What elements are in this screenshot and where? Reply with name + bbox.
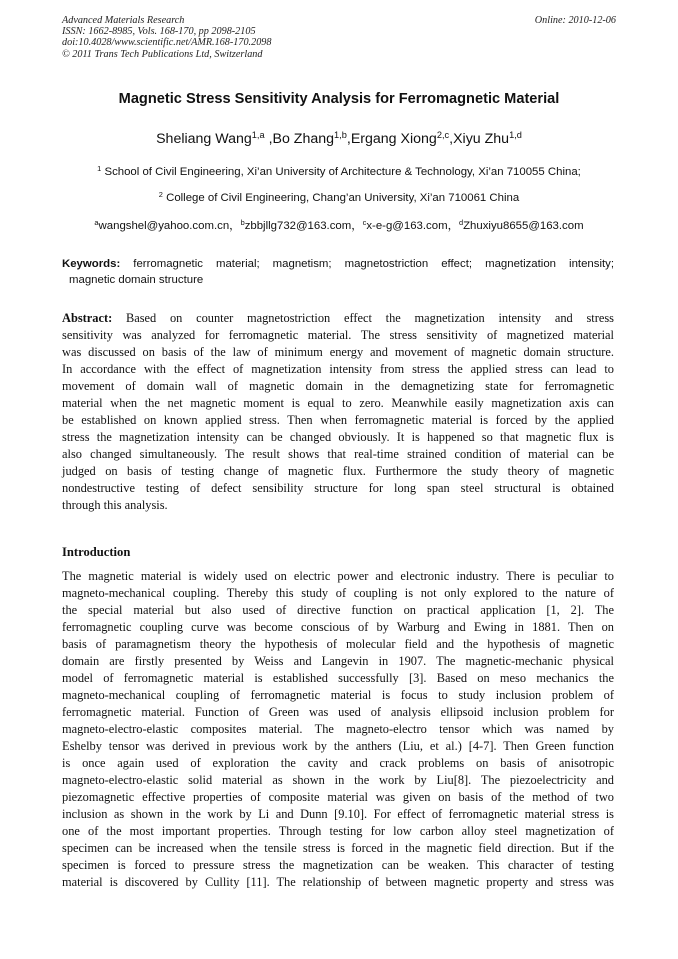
abstract-line: sensitivity was analyzed for ferromagnetic material. The stress sensitivity of magnetized material xyxy=(62,328,614,342)
abstract-line: be established on known applied stress. Then when ferromagnetic material is forced by the applied xyxy=(62,413,614,427)
copyright-line: © 2011 Trans Tech Publications Ltd, Switzerland xyxy=(62,48,263,60)
abstract-line: nondestructive testing of defect sensibility structure for long span steel structural is obtained xyxy=(62,481,614,495)
introduction-line: magneto-mechanical coupling. Thereby this study of coupling is not only explored to the nature of xyxy=(62,586,614,600)
email-link[interactable]: zbbjllg732@163.com xyxy=(244,220,352,232)
abstract-line: stress the magnetization intensity can be changed obviously. It is happened so that magnetic flux is xyxy=(62,430,614,444)
abstract-line: also changed simultaneously. The result shows that real-time strained condition of material can be xyxy=(62,447,614,461)
author-affiliation-mark: 2,c xyxy=(436,129,450,140)
email-link[interactable]: Zhuxiyu8655@163.com xyxy=(463,220,584,232)
introduction-line: magneto-electro-elastic solid material as shown in the work by Liu[8]. The piezoelectricity and xyxy=(62,773,614,787)
introduction-line: domain are firstly presented by Weiss and Langevin in 1907. The magnetic-mechanic physical xyxy=(62,654,614,668)
email-separator: ， xyxy=(229,220,241,232)
issn-line: ISSN: 1662-8985, Vols. 168-170, pp 2098-2105 xyxy=(62,26,256,38)
introduction-line: ferromagnetic material. Function of Green was used of analysis ellipsoid inclusion problem for xyxy=(62,705,614,719)
abstract-line: In accordance with the effect of magnetization intensity from stress the applied stress can lead to xyxy=(62,362,614,376)
author-affiliation-mark: 1,a xyxy=(251,129,265,140)
author-affiliation-mark: 1,d xyxy=(509,129,522,140)
author-separator: , xyxy=(449,131,454,147)
introduction-line: is once again used of exploration the cavity and crack problems on basis of anisotropic xyxy=(62,756,614,770)
journal-header xyxy=(62,15,616,60)
email-link[interactable]: x-e-g@163.com xyxy=(366,220,448,232)
author-list xyxy=(0,131,678,147)
affiliation-2 xyxy=(0,189,678,204)
abstract-line: judged on basis of testing change of magnetic flux. Furthermore the study theory of magnetic xyxy=(62,464,614,478)
abstract-line: was discussed on basis of the law of minimum energy and movement of magnetic domain structure. xyxy=(62,345,614,359)
abstract-label: Abstract: xyxy=(62,311,113,325)
affiliation-text: School of Civil Engineering, Xi’an University of Architecture & Technology, Xi’an 710055 China; xyxy=(104,166,581,178)
author-name: Sheliang Wang xyxy=(156,131,252,147)
email-mark: d xyxy=(458,217,464,227)
introduction-line: Eshelby tensor was derived in previous work by the anthers (Liu, et al.) [4-7]. Then Green function xyxy=(62,739,614,753)
abstract-section xyxy=(62,310,614,514)
introduction-line: one of the most important properties. Through testing for low carbon alloy steel magnetization of xyxy=(62,824,614,838)
introduction-line: material is discovered by Cullity [11]. The relationship of between magnetic property and stress was xyxy=(62,875,614,889)
abstract-line: material when the net magnetic moment is equal to zero. Meanwhile easily magnetization axis can xyxy=(62,396,614,410)
online-date: Online: 2010-12-06 xyxy=(534,15,616,26)
doi-line: doi:10.4028/www.scientific.net/AMR.168-170.2098 xyxy=(62,37,272,49)
introduction-heading: Introduction xyxy=(62,545,131,559)
author-name: Bo Zhang xyxy=(272,131,335,147)
introduction-line: magneto-electro-elastic composites material. The magneto-electro tensor which was named by xyxy=(62,722,614,736)
email-link[interactable]: wangshel@yahoo.com.cn xyxy=(98,220,230,232)
introduction-section xyxy=(62,568,614,891)
email-mark: b xyxy=(240,217,245,227)
affiliation-text: College of Civil Engineering, Chang’an University, Xi’an 710061 China xyxy=(166,192,520,204)
abstract-line xyxy=(62,310,614,327)
introduction-line: the special material but also used of directive function on practical application [1, 2]. The xyxy=(62,603,614,617)
introduction-line: specimen is forced to pressure stress the magnetization can be weaken. This character of testing xyxy=(62,858,614,872)
keywords-text: ferromagnetic material; magnetism; magnetostriction effect; magnetization intensity; xyxy=(133,258,614,270)
author-separator: , xyxy=(264,131,273,147)
email-separator: ， xyxy=(351,220,363,232)
email-mark: c xyxy=(362,217,367,227)
abstract-line-text: Based on counter magnetostriction effect the magnetization intensity and stress xyxy=(125,311,614,325)
author-name: Xiyu Zhu xyxy=(453,131,510,147)
introduction-line: magneto-mechanical coupling of ferromagnetic material is focus to study inclusion problem of xyxy=(62,688,614,702)
abstract-line: through this analysis. xyxy=(62,498,168,512)
email-mark: a xyxy=(94,217,99,227)
journal-name: Advanced Materials Research xyxy=(62,15,185,26)
introduction-line: ferromagnetic coupling curve was become conscious of by Warburg and Ewing in 1881. Then on xyxy=(62,620,614,634)
introduction-line: piezomagnetic effective properties of composite material was given on basis of the method of two xyxy=(62,790,614,804)
email-separator: ， xyxy=(447,220,459,232)
affiliation-mark: 2 xyxy=(158,189,163,199)
author-separator: , xyxy=(346,131,351,147)
paper-title: Magnetic Stress Sensitivity Analysis for Ferromagnetic Material xyxy=(118,91,560,107)
keywords-label: Keywords: xyxy=(62,258,121,270)
author-affiliation-mark: 1,b xyxy=(334,129,347,140)
introduction-line: inclusion as shown in the work by Li and Dunn [9.10]. For effect of ferromagnetic material stress is xyxy=(62,807,614,821)
abstract-line: movement of domain wall of magnetic domain in the demagnetizing state for ferromagnetic xyxy=(62,379,614,393)
affiliation-1 xyxy=(0,163,678,178)
introduction-line: model of ferromagnetic material is established successfully [3]. Based on meso mechanics the xyxy=(62,671,614,685)
author-name: Ergang Xiong xyxy=(350,131,437,147)
keywords-continuation: magnetic domain structure xyxy=(69,274,204,286)
affiliation-mark: 1 xyxy=(97,163,102,173)
email-list xyxy=(0,217,678,233)
introduction-line: basis of paramagnetism theory the hypothesis of molecular field and the hypothesis of magnetic xyxy=(62,637,614,651)
introduction-line: specimen can be increased when the tensile stress is forced in the magnetic field direction. But if the xyxy=(62,841,614,855)
keywords-line xyxy=(62,256,614,272)
introduction-line: The magnetic material is widely used on electric power and electronic industry. There is peculiar to xyxy=(62,569,614,583)
